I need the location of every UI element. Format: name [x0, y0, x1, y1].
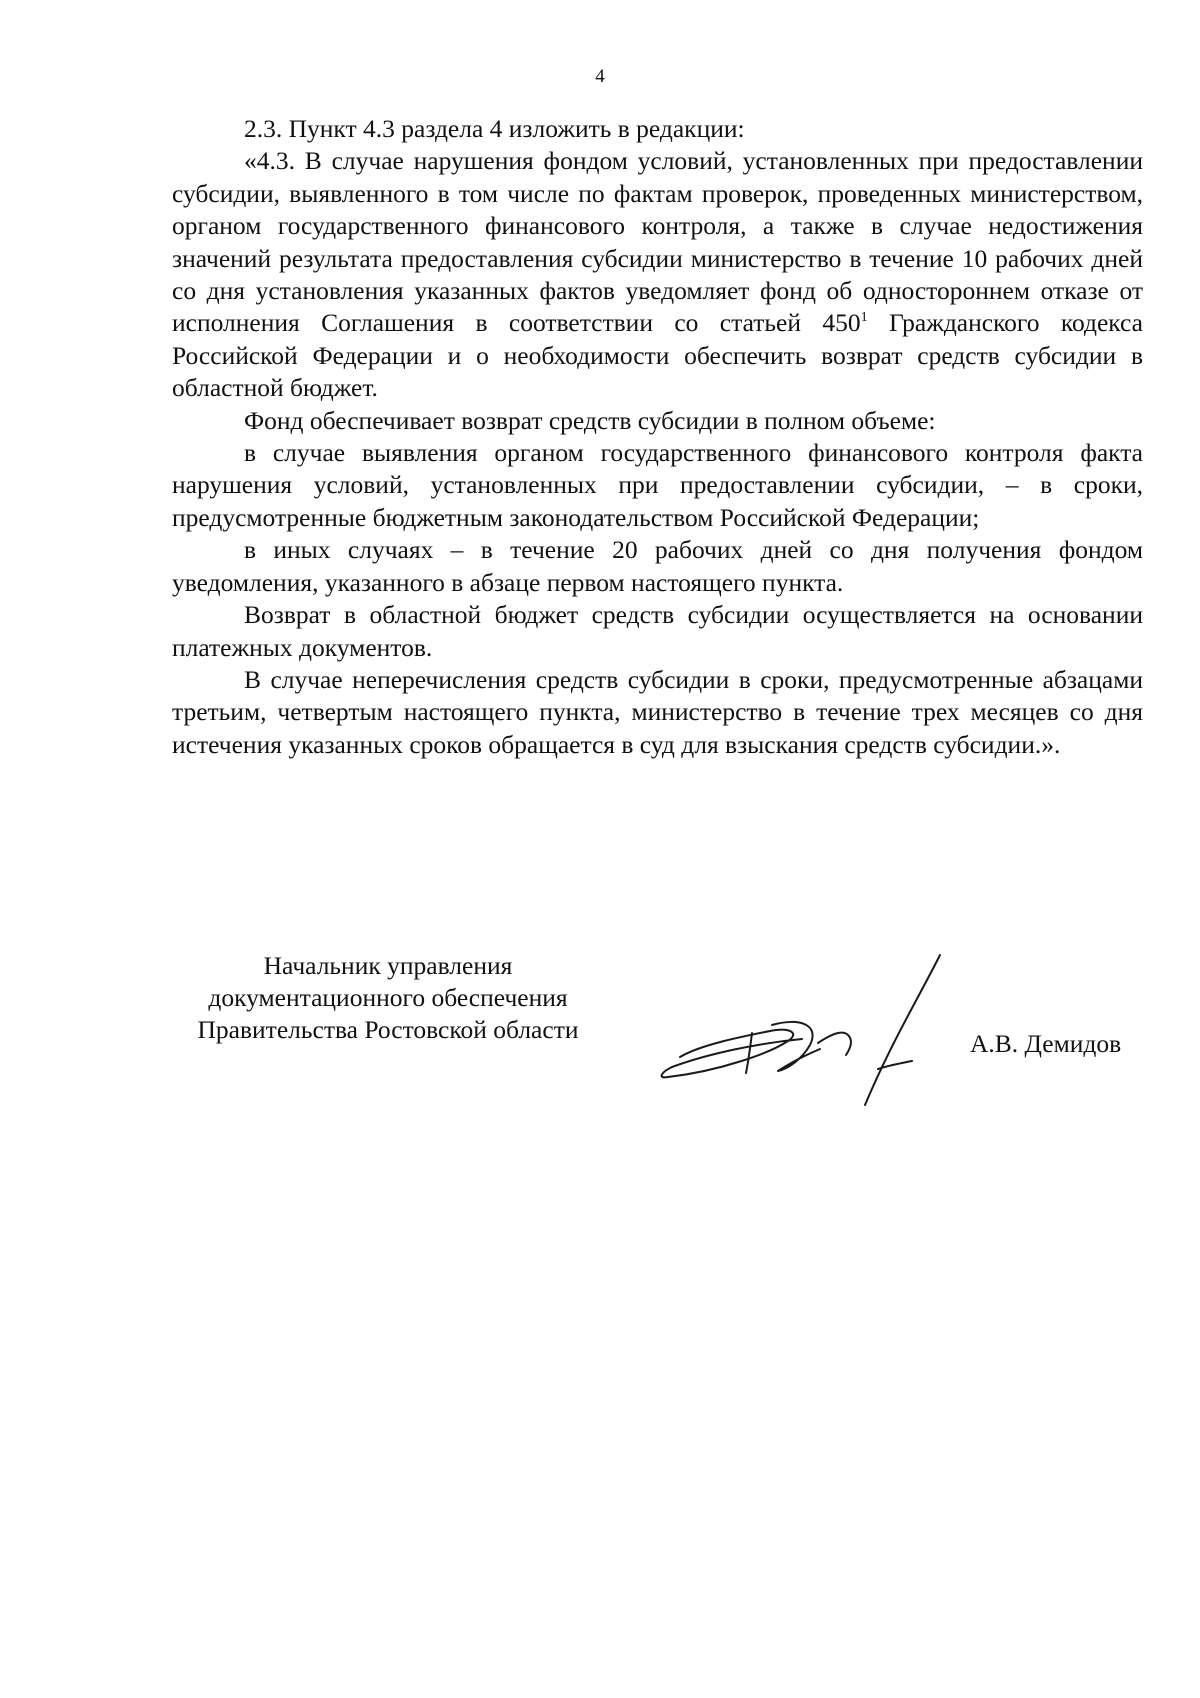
signer-position-line-1: Начальник управления	[263, 951, 513, 980]
paragraph-refund-intro: Фонд обеспечивает возврат средств субсидии в полном объеме:	[244, 405, 936, 435]
paragraph-refund-case-control: в случае выявления органом государственного финансового контроля факта нарушения условий, установленных при предоставлении субсидии, – в сроки, предусмотренные бюджетным законодательством Российской Федерации;	[172, 438, 1143, 532]
paragraph-refund-basis: Возврат в областной бюджет средств субсидии осуществляется на основании платежных документов.	[172, 600, 1143, 662]
paragraph-4-3-main	[172, 145, 1143, 404]
signer-name: А.В. Демидов	[970, 1029, 1122, 1058]
signer-position-line-3: Правительства Ростовской области	[197, 1015, 579, 1044]
paragraph-4-3-text: «4.3. В случае нарушения фондом условий, установленных при предоставлении субсидии, выявленного в том числе по фактам проверок, проведенных министерством, органом государственного финансового контроля, а также в случае недостижения значений результата предоставления субсидии министерство в течение 10 рабочих дней со дня установления указанных фактов уведомляет фонд об одностороннем отказе от исполнения Соглашения в соответствии со статьей 450	[172, 146, 1143, 338]
paragraph-2-3-heading: 2.3. Пункт 4.3 раздела 4 изложить в редакции:	[244, 114, 745, 143]
handwritten-signature	[650, 945, 950, 1115]
paragraph-refund-case-other: в иных случаях – в течение 20 рабочих дней со дня получения фондом уведомления, указанного в абзаце первом настоящего пункта.	[172, 535, 1143, 597]
signer-position-line-2: документационного обеспечения	[208, 983, 568, 1012]
signer-position	[168, 950, 608, 1046]
article-superscript: 1	[860, 310, 868, 326]
document-body	[172, 113, 1143, 761]
signature-stroke-upright	[746, 1033, 752, 1073]
signature-stroke-hook	[818, 1033, 851, 1055]
paragraph-court-recovery: В случае неперечисления средств субсидии в сроки, предусмотренные абзацами третьим, четвертым настоящего пункта, министерство в течение трех месяцев со дня истечения указанных сроков обращается в суд для взыскания средств субсидии.».	[172, 664, 1143, 759]
signature-stroke-long	[865, 955, 940, 1105]
page-number: 4	[595, 66, 605, 87]
paragraph-4-3-text-end: Гражданского кодекса Российской Федерации и о необходимости обеспечить возврат средств субсидии в областной бюджет.	[172, 308, 1143, 403]
